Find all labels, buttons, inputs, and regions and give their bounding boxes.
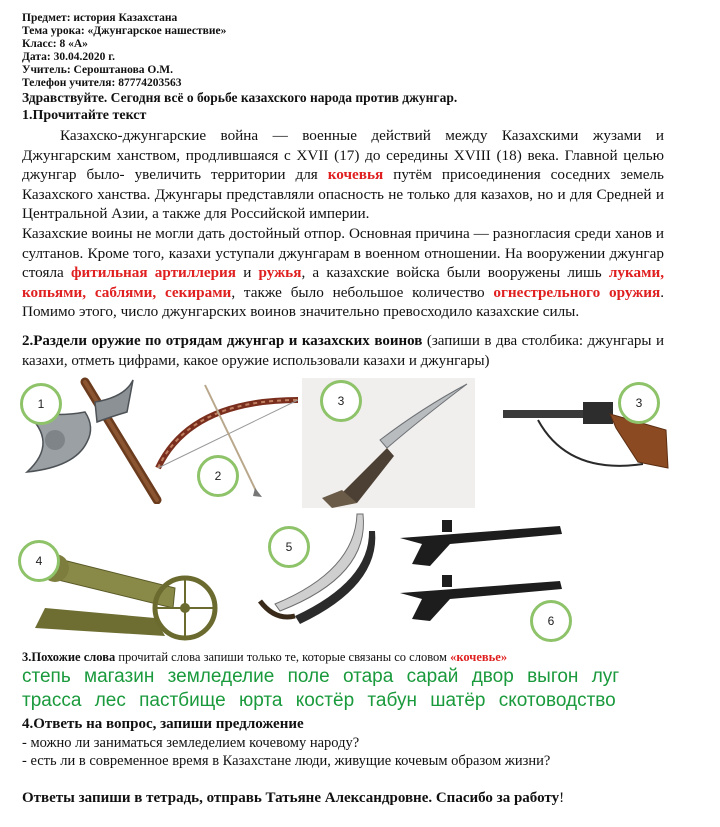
task3-keyword: «кочевье»: [450, 650, 508, 664]
word-item: табун: [367, 690, 417, 711]
sabre-image: [245, 506, 385, 631]
word-item: двор: [471, 666, 514, 687]
task2-heading: 2.Раздели оружие по отрядам джунгар и казахских воинов: [22, 333, 423, 349]
task2-instruction: [22, 332, 664, 371]
word-item: отара: [342, 666, 394, 687]
p1-text: Казахско-джунгарские война — военные действий между Казахскими жузами и Джунгарским ханством, продлившаяся с XVII (17) до середины XVIII (18) века. Главной целью джунгар было- увеличить территории для: [22, 127, 664, 184]
task3-text: прочитай слова запиши только те, которые связаны со словом: [115, 650, 451, 664]
p2-highlight-weapons: луками, копьями, саблями, секирами: [22, 264, 664, 301]
footer-mark: !: [559, 790, 565, 806]
label-3a: 3: [320, 380, 362, 422]
word-item: трасса: [22, 690, 82, 711]
paragraph-1: [22, 126, 664, 224]
question-1: - можно ли заниматься земледелием кочевому народу?: [22, 735, 360, 751]
word-item: юрта: [238, 690, 283, 711]
word-item: степь: [22, 666, 71, 687]
task4-heading: 4.Ответь на вопрос, запиши предложение: [22, 716, 304, 732]
word-item: выгон: [527, 666, 579, 687]
word-item: магазин: [84, 666, 155, 687]
topic-line: Тема урока: «Джунгарское нашествие»: [22, 25, 227, 37]
label-6: 6: [530, 600, 572, 642]
word-item: пастбище: [139, 690, 226, 711]
subject-line: Предмет: история Казахстана: [22, 12, 178, 24]
label-3b: 3: [618, 382, 660, 424]
word-item: скотоводство: [498, 690, 616, 711]
words-line-2: [22, 689, 672, 713]
word-item: сарай: [406, 666, 459, 687]
greeting-line: Здравствуйте. Сегодня всё о борьбе казахского народа против джунгар.: [22, 90, 458, 105]
label-4: 4: [18, 540, 60, 582]
word-item: костёр: [295, 690, 355, 711]
p2-text-end: . Помимо этого, число джунгарских воинов значительно превосходило казахские силы.: [22, 283, 664, 321]
footer-text: Ответы запиши в тетрадь, отправь Татьяне Александровне. Спасибо за работу: [22, 790, 560, 806]
p1-text-end: путём присоединения соседних земель Казахского ханства. Джунгары представляли опасность не только для казахов, но и для Средней и Центральной Азии, а также для Российской империи.: [22, 166, 664, 223]
label-5: 5: [268, 526, 310, 568]
word-item: земледелие: [167, 666, 275, 687]
p1-highlight: кочевья: [327, 166, 384, 184]
p2-highlight-firearms: огнестрельного оружия: [493, 283, 661, 301]
p2-text: Казахские воины не могли дать достойный отпор. Основная причина — разногласия среди ханов и султанов. Кроме того, казахи уступали джунгарам в военном отношении. На вооружении джунгар стояла: [22, 225, 664, 282]
paragraph-2: [22, 224, 664, 322]
label-1: 1: [20, 383, 62, 425]
class-line: Класс: 8 «А»: [22, 38, 88, 50]
word-item: луг: [591, 666, 620, 687]
p2-and: и: [236, 264, 259, 282]
task3-instruction: [22, 650, 507, 665]
task1-heading: 1.Прочитайте текст: [22, 108, 147, 123]
task3-heading: 3.Похожие слова: [22, 650, 116, 664]
label-2: 2: [197, 455, 239, 497]
cannon-image: [15, 518, 240, 643]
footer-instruction: [22, 790, 564, 807]
phone-line: Телефон учителя: 87774203563: [22, 77, 182, 89]
p2-highlight-guns: ружья: [258, 264, 302, 282]
word-item: шатёр: [430, 690, 486, 711]
word-item: лес: [94, 690, 126, 711]
words-line-1: [22, 665, 672, 689]
question-2: - есть ли в современное время в Казахстане люди, живущие кочевым образом жизни?: [22, 753, 551, 769]
p2-highlight-artillery: фитильная артиллерия: [70, 264, 237, 282]
p2-text-mid2: , также было небольшое количество: [231, 283, 494, 301]
p2-text-mid: , а казахские войска были вооружены лишь: [301, 264, 609, 282]
date-line: Дата: 30.04.2020 г.: [22, 51, 116, 63]
word-item: поле: [287, 666, 330, 687]
task2-note: (запиши в два столбика: джунгары и казахи, отметь цифрами, какое оружие использовали казахи и джунгары): [22, 333, 664, 369]
teacher-line: Учитель: Сероштанова О.М.: [22, 64, 173, 76]
